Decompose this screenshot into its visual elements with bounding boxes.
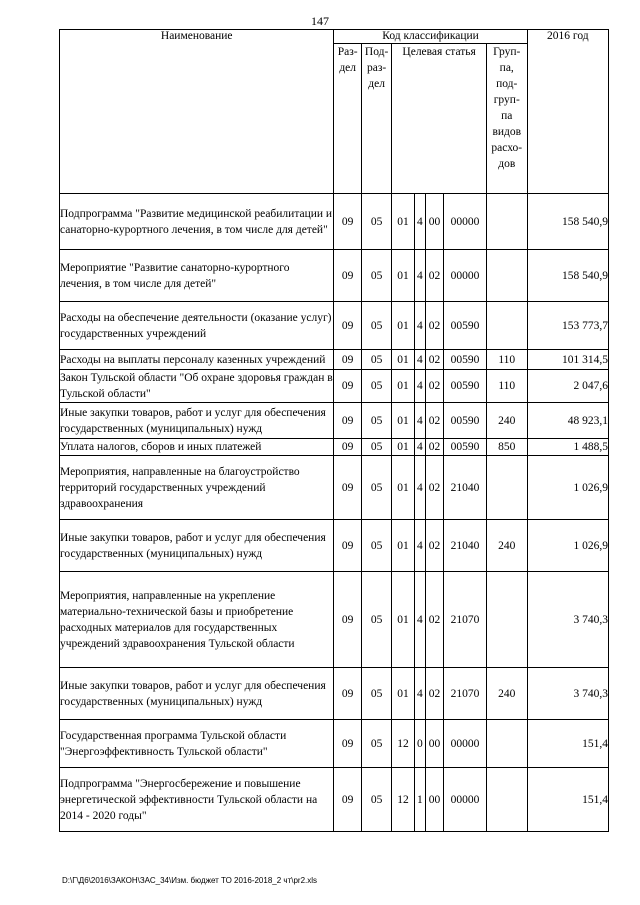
row-name: Государственная программа Тульской области "Энергоэффективность Тульской области": [60, 720, 334, 768]
row-target-direction: 00000: [444, 768, 487, 832]
row-section: 09: [334, 456, 361, 520]
row-target-direction: 00590: [444, 439, 487, 456]
row-target-direction: 21070: [444, 572, 487, 668]
row-subsection: 05: [361, 194, 391, 250]
row-name: Подпрограмма "Энергосбережение и повышение энергетической эффективности Тульской области на 2014 - 2020 годы": [60, 768, 334, 832]
row-target-direction: 00590: [444, 350, 487, 370]
row-name: Расходы на выплаты персоналу казенных учреждений: [60, 350, 334, 370]
row-expense-type: [486, 768, 527, 832]
row-target-program: 01: [392, 302, 414, 350]
column-header-section: Раз- дел: [334, 44, 361, 194]
row-target-subprogram: 4: [414, 668, 425, 720]
row-amount-2016: 151,4: [527, 720, 608, 768]
row-target-event: 02: [425, 370, 443, 403]
row-subsection: 05: [361, 520, 391, 572]
row-section: 09: [334, 302, 361, 350]
row-section: 09: [334, 403, 361, 439]
row-expense-type: [486, 456, 527, 520]
row-target-event: 02: [425, 250, 443, 302]
row-target-program: 01: [392, 250, 414, 302]
row-amount-2016: 153 773,7: [527, 302, 608, 350]
table-row: [60, 370, 609, 403]
row-expense-type: [486, 250, 527, 302]
row-target-subprogram: 4: [414, 302, 425, 350]
budget-table: [59, 29, 609, 832]
row-name: Подпрограмма "Развитие медицинской реабилитации и санаторно-курортного лечения, в том числе для детей": [60, 194, 334, 250]
row-name: Иные закупки товаров, работ и услуг для обеспечения государственных (муниципальных) нужд: [60, 403, 334, 439]
row-expense-type: [486, 720, 527, 768]
row-amount-2016: 158 540,9: [527, 250, 608, 302]
row-name: Иные закупки товаров, работ и услуг для обеспечения государственных (муниципальных) нужд: [60, 668, 334, 720]
row-target-subprogram: 4: [414, 439, 425, 456]
row-target-program: 01: [392, 350, 414, 370]
row-amount-2016: 48 923,1: [527, 403, 608, 439]
row-target-event: 02: [425, 668, 443, 720]
table-row: [60, 520, 609, 572]
row-expense-type: 110: [486, 350, 527, 370]
row-target-direction: 21040: [444, 456, 487, 520]
row-target-direction: 00590: [444, 302, 487, 350]
row-section: 09: [334, 194, 361, 250]
row-amount-2016: 101 314,5: [527, 350, 608, 370]
row-name: Иные закупки товаров, работ и услуг для обеспечения государственных (муниципальных) нужд: [60, 520, 334, 572]
row-target-program: 01: [392, 403, 414, 439]
row-target-program: 01: [392, 370, 414, 403]
row-target-subprogram: 4: [414, 520, 425, 572]
row-section: 09: [334, 250, 361, 302]
row-section: 09: [334, 350, 361, 370]
table-row: [60, 572, 609, 668]
table-row: [60, 250, 609, 302]
row-target-program: 12: [392, 768, 414, 832]
row-subsection: 05: [361, 403, 391, 439]
row-target-program: 12: [392, 720, 414, 768]
row-subsection: 05: [361, 768, 391, 832]
row-target-direction: 21070: [444, 668, 487, 720]
row-expense-type: 240: [486, 403, 527, 439]
row-target-direction: 00590: [444, 370, 487, 403]
row-amount-2016: 1 026,9: [527, 520, 608, 572]
row-target-event: 02: [425, 350, 443, 370]
row-section: 09: [334, 768, 361, 832]
row-amount-2016: 151,4: [527, 768, 608, 832]
row-section: 09: [334, 720, 361, 768]
row-expense-type: 110: [486, 370, 527, 403]
row-subsection: 05: [361, 456, 391, 520]
header-row-top: [60, 30, 609, 44]
column-header-code: Код классификации: [334, 30, 527, 44]
row-target-program: 01: [392, 668, 414, 720]
row-target-event: 02: [425, 302, 443, 350]
table-row: [60, 403, 609, 439]
row-section: 09: [334, 520, 361, 572]
row-target-subprogram: 4: [414, 572, 425, 668]
row-target-event: 00: [425, 768, 443, 832]
row-target-subprogram: 1: [414, 768, 425, 832]
row-subsection: 05: [361, 439, 391, 456]
table-row: [60, 350, 609, 370]
row-target-subprogram: 4: [414, 194, 425, 250]
column-header-group: Груп- па, под- груп- па видов расхо- дов: [486, 44, 527, 194]
page-number: 147: [311, 14, 329, 28]
table-row: [60, 768, 609, 832]
row-expense-type: [486, 572, 527, 668]
table-row: [60, 720, 609, 768]
row-target-subprogram: 4: [414, 370, 425, 403]
row-target-subprogram: 4: [414, 403, 425, 439]
row-expense-type: 850: [486, 439, 527, 456]
row-target-subprogram: 4: [414, 250, 425, 302]
row-name: Закон Тульской области "Об охране здоровья граждан в Тульской области": [60, 370, 334, 403]
row-amount-2016: 1 488,5: [527, 439, 608, 456]
row-subsection: 05: [361, 350, 391, 370]
row-name: Мероприятие "Развитие санаторно-курортного лечения, в том числе для детей": [60, 250, 334, 302]
row-name: Мероприятия, направленные на благоустройство территорий государственных учреждений здравоохранения: [60, 456, 334, 520]
row-subsection: 05: [361, 250, 391, 302]
row-target-direction: 00000: [444, 720, 487, 768]
row-name: Мероприятия, направленные на укрепление материально-технической базы и приобретение расходных материалов для государственных учреждений здравоохранения Тульской области: [60, 572, 334, 668]
row-expense-type: [486, 302, 527, 350]
row-name: Расходы на обеспечение деятельности (оказание услуг) государственных учреждений: [60, 302, 334, 350]
row-target-subprogram: 4: [414, 350, 425, 370]
row-section: 09: [334, 370, 361, 403]
row-target-event: 00: [425, 720, 443, 768]
row-subsection: 05: [361, 370, 391, 403]
row-section: 09: [334, 572, 361, 668]
row-name: Уплата налогов, сборов и иных платежей: [60, 439, 334, 456]
row-amount-2016: 2 047,6: [527, 370, 608, 403]
row-target-direction: 00000: [444, 194, 487, 250]
row-section: 09: [334, 668, 361, 720]
row-target-direction: 00590: [444, 403, 487, 439]
row-target-program: 01: [392, 439, 414, 456]
table-row: [60, 456, 609, 520]
row-expense-type: 240: [486, 668, 527, 720]
row-target-event: 02: [425, 403, 443, 439]
column-header-year: 2016 год: [527, 30, 608, 194]
row-target-event: 02: [425, 456, 443, 520]
row-expense-type: 240: [486, 520, 527, 572]
row-section: 09: [334, 439, 361, 456]
row-target-event: 02: [425, 439, 443, 456]
row-target-event: 02: [425, 572, 443, 668]
row-subsection: 05: [361, 720, 391, 768]
row-target-direction: 00000: [444, 250, 487, 302]
footer-file-path: D:\Г\Д6\2016\ЗАКОН\ЗАС_34\Изм. бюджет ТО 2016-2018_2 чт\pr2.xls: [62, 876, 318, 885]
row-expense-type: [486, 194, 527, 250]
column-header-name: Наименование: [60, 30, 334, 194]
row-target-program: 01: [392, 572, 414, 668]
row-target-program: 01: [392, 194, 414, 250]
table-row: [60, 302, 609, 350]
table-row: [60, 668, 609, 720]
row-subsection: 05: [361, 572, 391, 668]
row-amount-2016: 3 740,3: [527, 572, 608, 668]
row-amount-2016: 1 026,9: [527, 456, 608, 520]
row-target-event: 00: [425, 194, 443, 250]
row-amount-2016: 3 740,3: [527, 668, 608, 720]
row-subsection: 05: [361, 668, 391, 720]
column-header-subsection: Под- раз- дел: [361, 44, 391, 194]
row-subsection: 05: [361, 302, 391, 350]
row-target-program: 01: [392, 456, 414, 520]
row-target-subprogram: 0: [414, 720, 425, 768]
row-amount-2016: 158 540,9: [527, 194, 608, 250]
row-target-event: 02: [425, 520, 443, 572]
table-row: [60, 439, 609, 456]
row-target-direction: 21040: [444, 520, 487, 572]
row-target-subprogram: 4: [414, 456, 425, 520]
row-target-program: 01: [392, 520, 414, 572]
column-header-target: Целевая статья: [392, 44, 487, 194]
table-row: [60, 194, 609, 250]
